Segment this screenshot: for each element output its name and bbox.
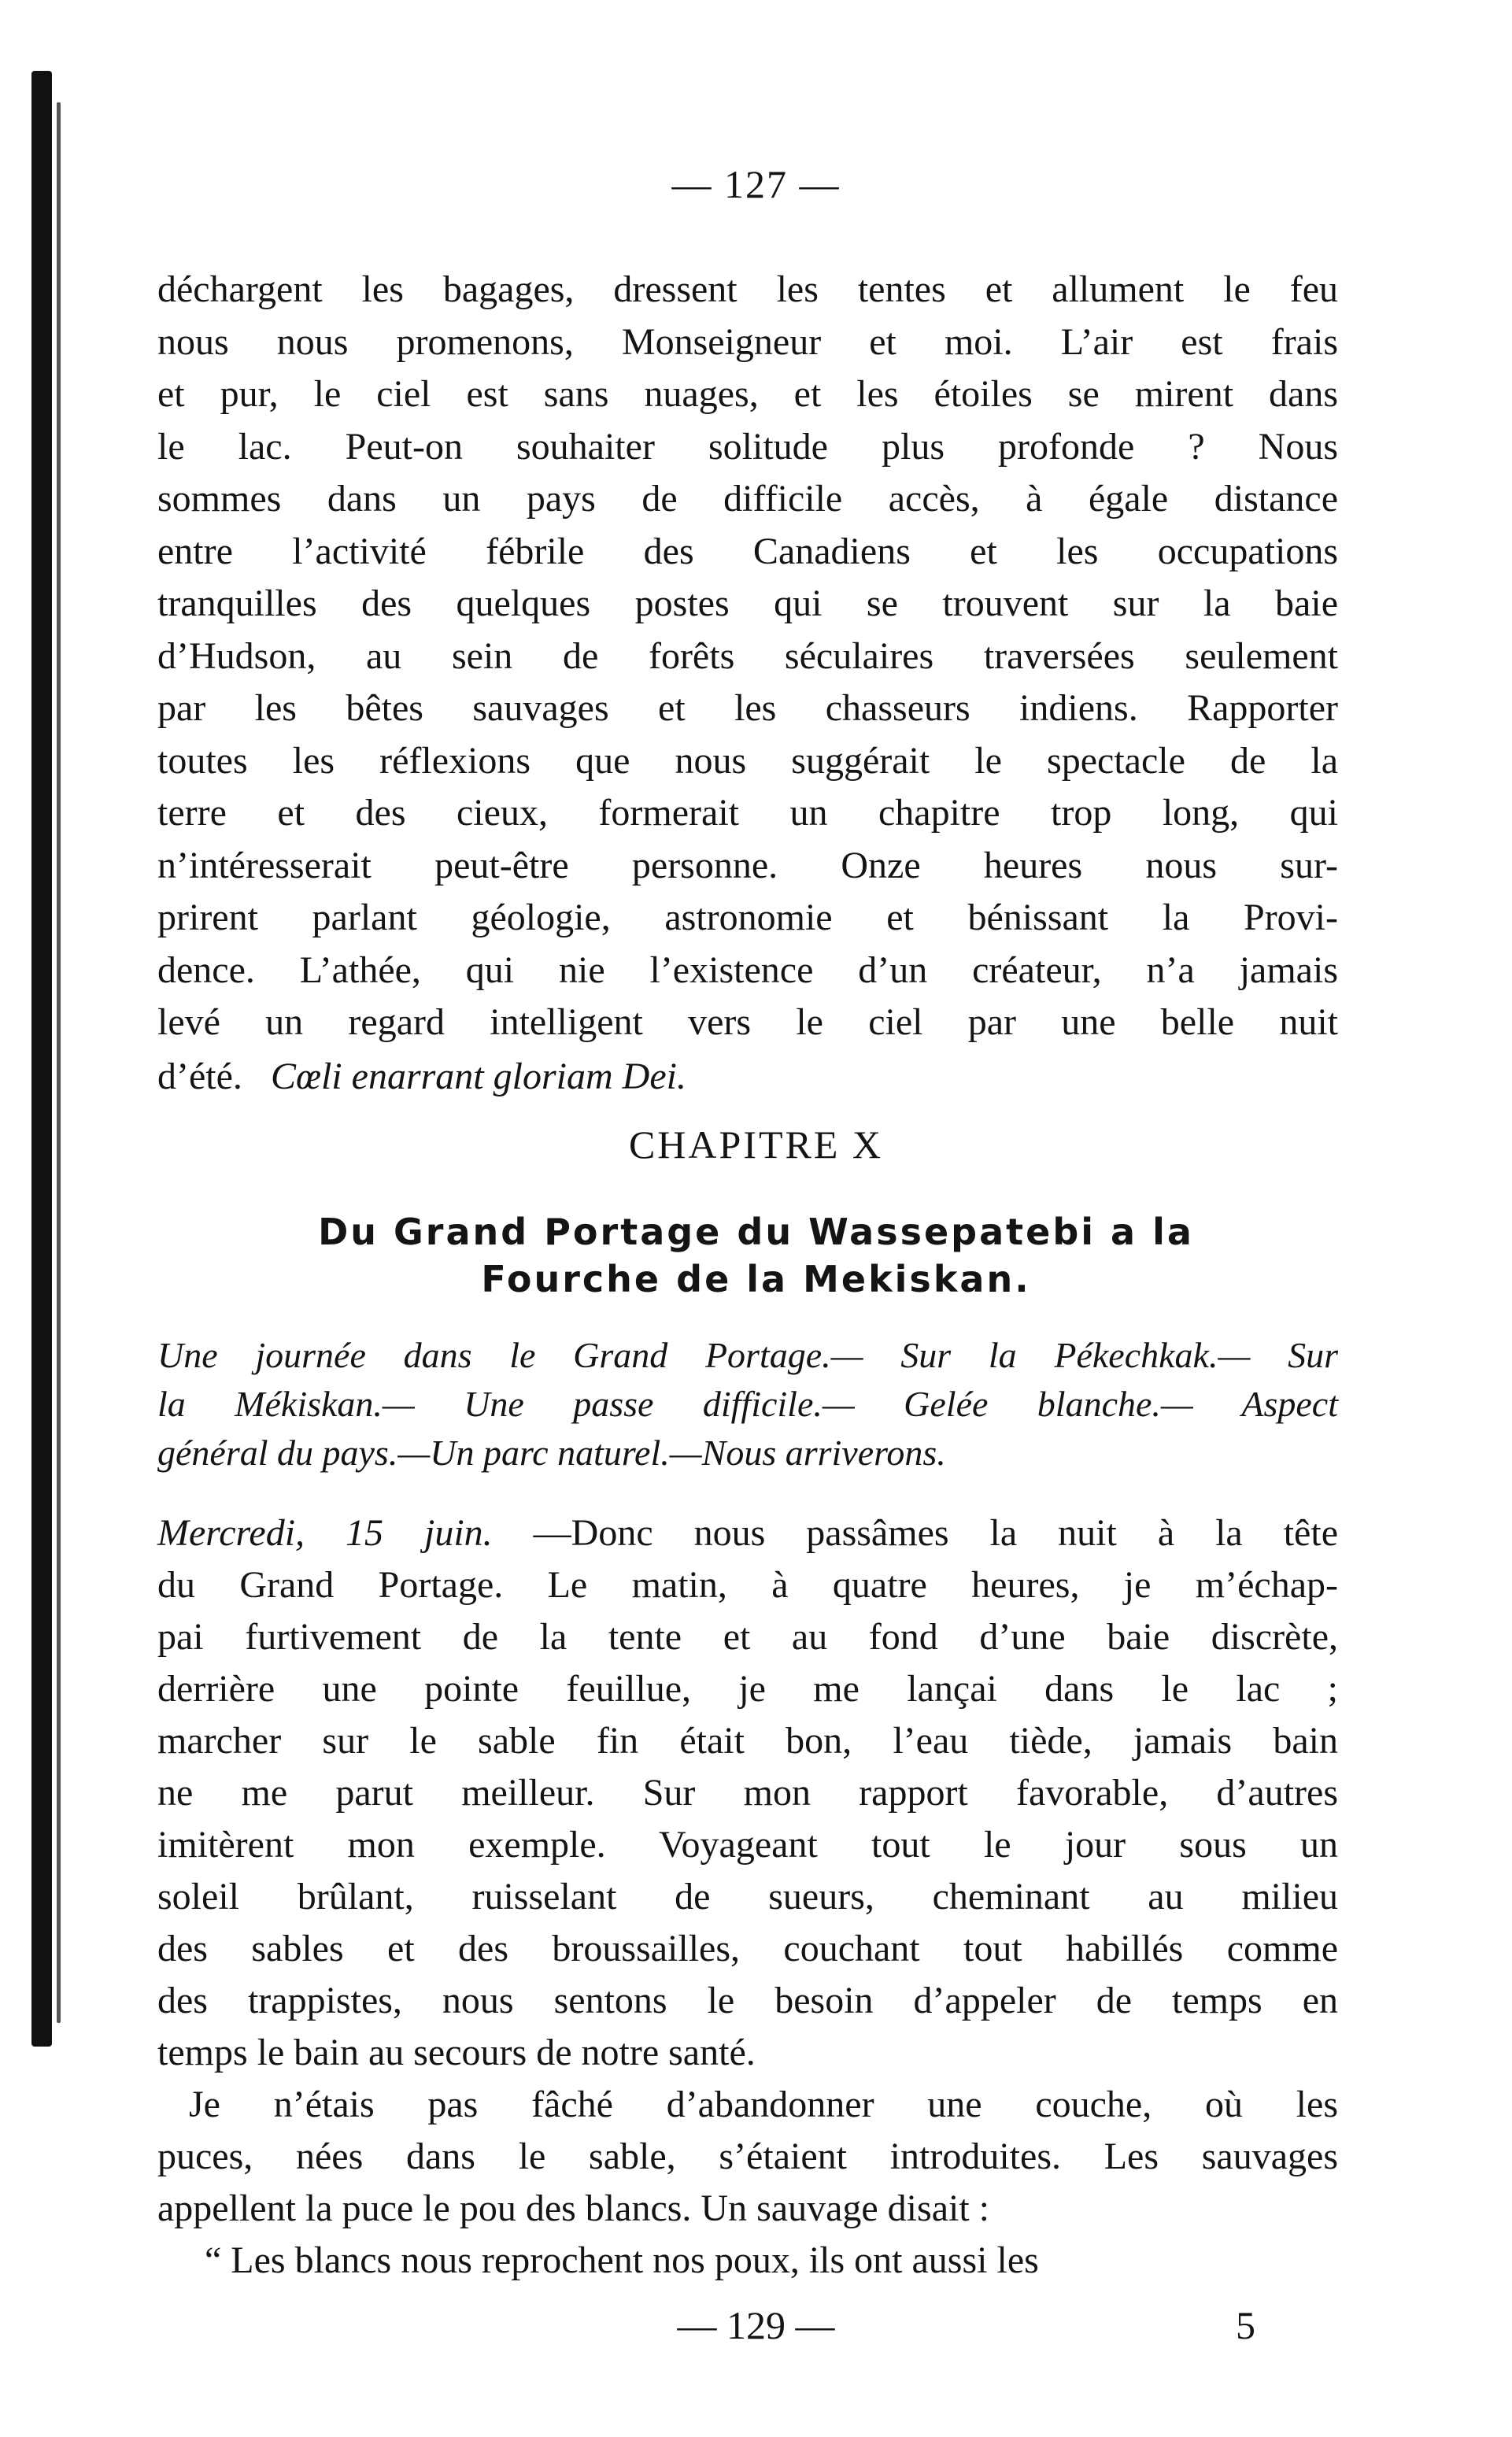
text-line: prirent parlant géologie, astronomie et bénissant la Provi- [157, 897, 1338, 938]
text-line: général du pays.—Un parc naturel.—Nous arriverons. [157, 1433, 946, 1473]
text-line: tranquilles des quelques postes qui se trouvent sur la baie [157, 582, 1338, 624]
text-line: ne me parut meilleur. Sur mon rapport favorable, d’autres [157, 1772, 1338, 1814]
text-line: dence. L’athée, qui nie l’existence d’un créateur, n’a jamais [157, 949, 1338, 991]
text-line: du Grand Portage. Le matin, à quatre heures, je m’échap- [157, 1564, 1338, 1606]
text-line: n’intéresserait peut-être personne. Onze heures nous sur- [157, 844, 1338, 886]
paragraph-1-closing-line [157, 1051, 1338, 1103]
chapter-title-line-1: Du Grand Portage du Wassepatebi a la [318, 1211, 1194, 1253]
text-line: soleil brûlant, ruisselant de sueurs, cheminant au milieu [157, 1876, 1338, 1917]
first-line-text: —Donc nous passâmes la nuit à la tête [533, 1512, 1339, 1554]
page-number: — 127 — [671, 162, 841, 206]
text-line: marcher sur le sable fin était bon, l’eau tiède, jamais bain [157, 1720, 1338, 1762]
binding-shadow [31, 71, 52, 2047]
text-line: puces, nées dans le sable, s’étaient introduites. Les sauvages [157, 2136, 1338, 2177]
text-line: pai furtivement de la tente et au fond d’une baie discrète, [157, 1616, 1338, 1658]
text-line: sommes dans un pays de difficile accès, à égale distance [157, 478, 1338, 520]
text-line: le lac. Peut-on souhaiter solitude plus profonde ? Nous [157, 425, 1338, 468]
text-line: entre l’activité fébrile des Canadiens et les occupations [157, 530, 1338, 572]
paragraph-2-last-line: temps le bain au secours de notre santé. [157, 2032, 756, 2073]
closing-word: d’été. [157, 1056, 242, 1097]
text-line: des trappistes, nous sentons le besoin d’appeler de temps en [157, 1980, 1338, 2021]
text-line: toutes les réflexions que nous suggérait le spectacle de la [157, 739, 1338, 782]
text-line: par les bêtes sauvages et les chasseurs indiens. Rapporter [157, 687, 1338, 729]
chapter-heading: CHAPITRE X [628, 1122, 884, 1167]
text-line: imitèrent mon exemple. Voyageant tout le jour sous un [157, 1824, 1338, 1866]
text-line: terre et des cieux, formerait un chapitre trop long, qui [157, 792, 1338, 834]
text-line: déchargent les bagages, dressent les tentes et allument le feu [157, 268, 1338, 310]
chapter-title-line-2: Fourche de la Mekiskan. [481, 1258, 1031, 1300]
text-line: Je n’étais pas fâché d’abandonner une couche, où les [189, 2084, 1338, 2125]
text-line: derrière une pointe feuillue, je me lançai dans le lac ; [157, 1668, 1338, 1710]
sheet-number: 5 [1236, 2303, 1255, 2347]
text-line: des sables et des broussailles, couchant tout habillés comme [157, 1928, 1338, 1969]
text-line: levé un regard intelligent vers le ciel par une belle nuit [157, 1001, 1338, 1043]
latin-quote: Cœli enarrant gloriam Dei. [270, 1056, 686, 1097]
text-line: nous nous promenons, Monseigneur et moi. L’air est frais [157, 320, 1338, 363]
binding-edge [57, 102, 61, 2023]
text-line: Une journée dans le Grand Portage.— Sur la Pékechkak.— Sur [157, 1335, 1338, 1375]
paragraph-4-line: “ Les blancs nous reprochent nos poux, ils ont aussi les [205, 2239, 1039, 2281]
date: Mercredi, 15 juin. [157, 1512, 493, 1554]
text-line: la Mékiskan.— Une passe difficile.— Gelée blanche.— Aspect [157, 1384, 1338, 1424]
paragraph-3-last-line: appellent la puce le pou des blancs. Un sauvage disait : [157, 2187, 990, 2229]
text-line: d’Hudson, au sein de forêts séculaires traversées seulement [157, 634, 1338, 677]
text-line: et pur, le ciel est sans nuages, et les étoiles se mirent dans [157, 373, 1338, 415]
signature-mark: — 129 — [677, 2303, 835, 2347]
paragraph-2-first-line [157, 1507, 1338, 1559]
